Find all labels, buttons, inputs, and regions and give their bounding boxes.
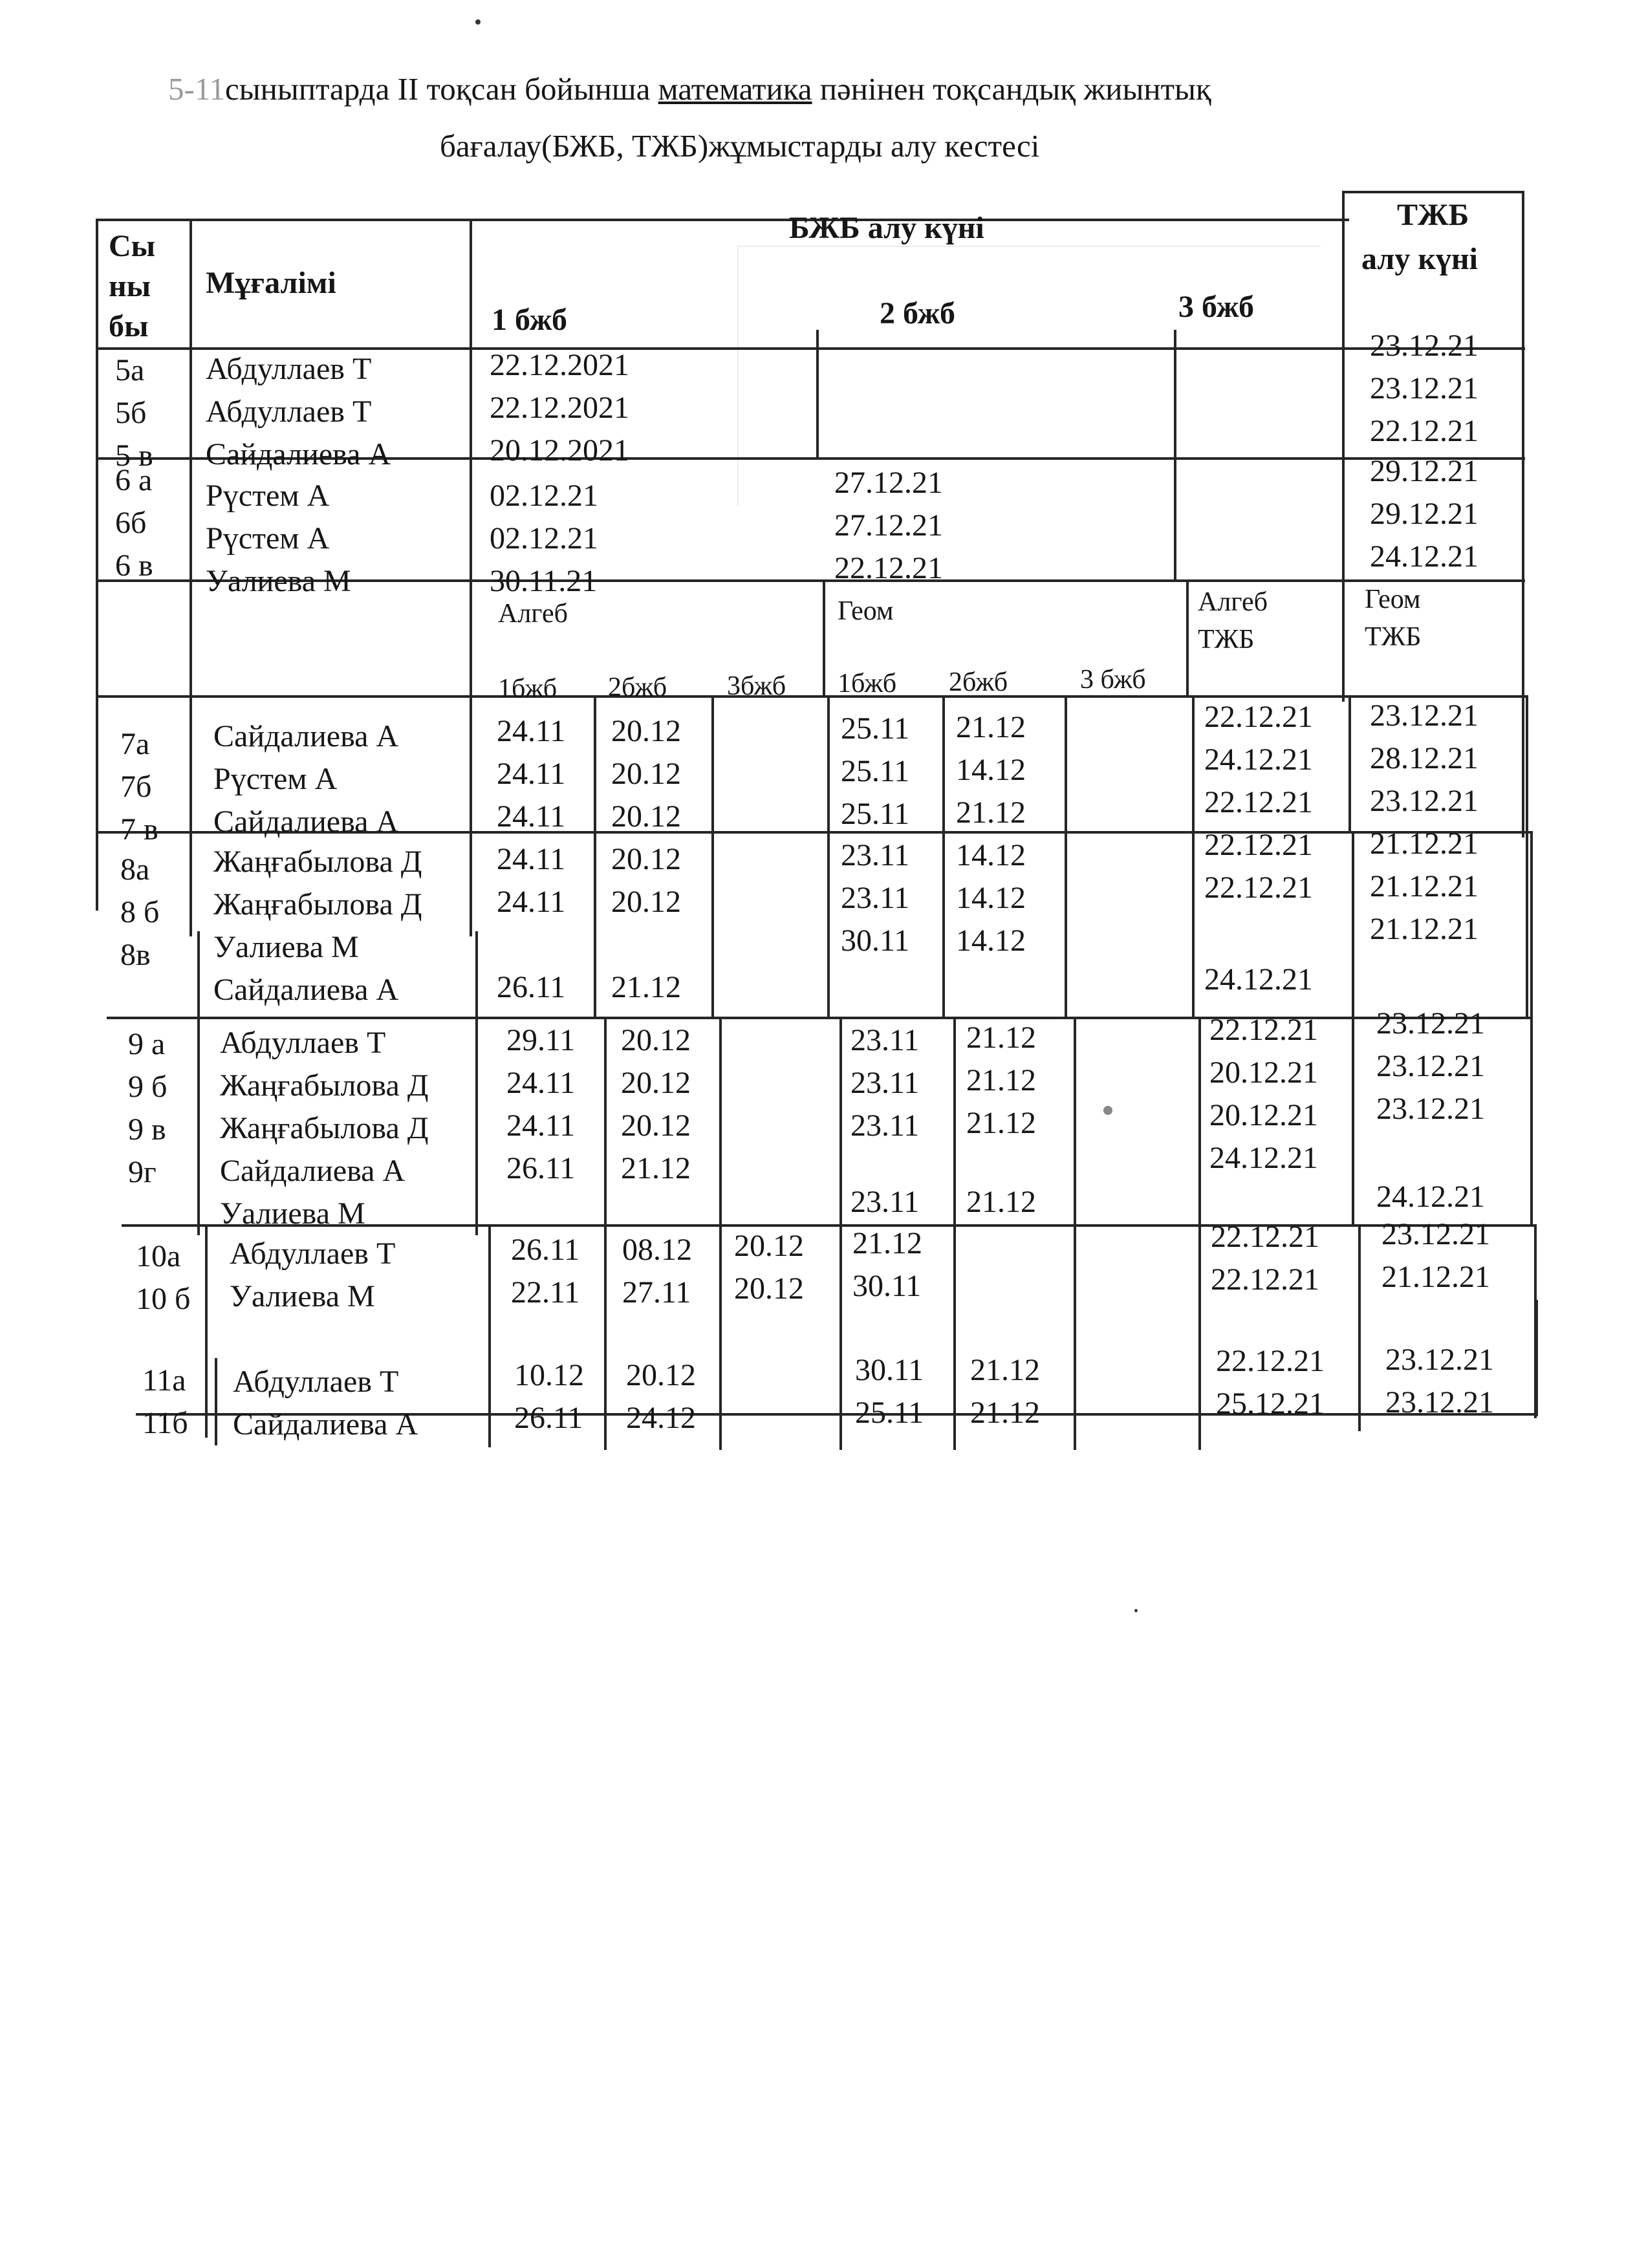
subheader-geom-tjb-1: Геом: [1365, 585, 1421, 614]
class-label: 9 б: [128, 1070, 168, 1104]
col-line: [839, 1017, 842, 1450]
teacher-name: Рүстем А: [206, 479, 330, 513]
title-part2: пәнінен тоқсандық жиынтық: [812, 71, 1211, 107]
class-label: 11а: [142, 1363, 186, 1398]
header-class-2: ны: [109, 269, 151, 303]
teacher-name: Уалиева М: [230, 1279, 375, 1313]
col-line: [953, 1017, 956, 1450]
bjb1-date: 02.12.21: [490, 479, 598, 513]
class-label: 5а: [115, 353, 145, 387]
algeb-bjb1: 24.11: [506, 1066, 576, 1100]
geom-bjb1: 25.11: [841, 711, 910, 746]
bjb1-date: 30.11.21: [490, 564, 598, 598]
class-label: 9 в: [128, 1112, 166, 1147]
header-bjb2: 2 бжб: [880, 296, 955, 330]
teacher-name: Абдуллаев Т: [230, 1237, 396, 1271]
geom-bjb2: 14.12: [956, 881, 1026, 915]
col-line: [816, 330, 819, 459]
algeb-bjb2: 20.12: [611, 757, 681, 791]
title-subject: математика: [658, 71, 812, 107]
col-line: [189, 219, 192, 936]
col-line: [1530, 831, 1533, 1226]
teacher-name: Жаңғабылова Д: [213, 887, 422, 922]
algeb-tjb: 22.12.21: [1211, 1220, 1319, 1254]
geom-bjb1: 23.11: [841, 838, 910, 872]
col-line: [827, 695, 830, 1019]
teacher-name: Сайдалиева А: [213, 805, 399, 839]
algeb-bjb2: 20.12: [621, 1066, 691, 1100]
col-line: [197, 931, 200, 1235]
col-line: [1198, 1017, 1201, 1450]
subheader-algeb-1bjb: 1бжб: [498, 674, 558, 704]
geom-bjb2: 21.12: [956, 710, 1026, 744]
geom-bjb2: 21.12: [970, 1353, 1040, 1387]
col-line: [719, 1017, 722, 1450]
col-line: [1348, 695, 1351, 831]
col-line: [215, 1358, 217, 1445]
geom-tjb: 28.12.21: [1370, 741, 1478, 775]
teacher-name: Сайдалиева А: [220, 1154, 406, 1188]
geom-tjb: 23.12.21: [1376, 1092, 1485, 1126]
bjb2-date: 27.12.21: [834, 508, 943, 543]
col-line: [475, 931, 478, 1235]
algeb-tjb: 22.12.21: [1204, 700, 1313, 734]
algeb-tjb: 22.12.21: [1216, 1344, 1325, 1378]
geom-bjb2: 14.12: [956, 753, 1026, 787]
row-line: [96, 695, 1528, 698]
col-line: [1342, 191, 1345, 702]
col-line: [594, 695, 596, 1019]
algeb-bjb1: 26.11: [506, 1151, 576, 1185]
geom-tjb: 21.12.21: [1381, 1260, 1490, 1294]
bjb2-date: 27.12.21: [834, 466, 943, 500]
algeb-tjb: 20.12.21: [1209, 1098, 1318, 1132]
algeb-tjb: 24.12.21: [1204, 962, 1313, 997]
algeb-tjb: 22.12.21: [1211, 1262, 1319, 1297]
geom-tjb: 23.12.21: [1385, 1343, 1494, 1377]
geom-tjb: 23.12.21: [1370, 784, 1478, 818]
algeb-bjb2: 27.11: [622, 1275, 691, 1310]
title-part1: сыныптарда II тоқсан бойынша: [225, 71, 658, 107]
subheader-algeb-3bjb: 3бжб: [727, 671, 786, 701]
subheader-geom: Геом: [838, 596, 894, 626]
col-line: [1065, 695, 1067, 1019]
bjb1-date: 20.12.2021: [490, 433, 629, 468]
algeb-bjb2: 21.12: [621, 1151, 691, 1185]
algeb-bjb2: 20.12: [611, 842, 681, 876]
tjb-date: 22.12.21: [1370, 414, 1478, 448]
algeb-bjb2: 21.12: [611, 970, 681, 1004]
geom-bjb2: 21.12: [966, 1106, 1036, 1140]
geom-bjb2: 21.12: [970, 1396, 1040, 1430]
title-prefix: 5-11: [168, 71, 225, 107]
algeb-tjb: 22.12.21: [1204, 870, 1313, 905]
geom-bjb2: 14.12: [956, 838, 1026, 872]
teacher-name: Рүстем А: [206, 521, 330, 556]
row-line: [96, 219, 1349, 221]
teacher-name: Жаңғабылова Д: [213, 845, 422, 879]
geom-bjb2: 14.12: [956, 923, 1026, 958]
tjb-date: 23.12.21: [1370, 371, 1478, 405]
col-line: [488, 1224, 491, 1447]
subheader-geom-3bjb: 3 бжб: [1080, 665, 1146, 695]
class-label: 6б: [115, 506, 147, 540]
teacher-name: Абдуллаев Т: [220, 1026, 386, 1060]
subheader-geom-tjb-2: ТЖБ: [1365, 622, 1422, 652]
class-label: 7а: [120, 727, 150, 761]
scan-speck: [1134, 1609, 1138, 1612]
geom-tjb: 23.12.21: [1385, 1385, 1494, 1420]
col-line: [1186, 579, 1189, 696]
geom-bjb2: 21.12: [956, 795, 1026, 830]
algeb-tjb: 24.12.21: [1209, 1141, 1318, 1175]
algeb-bjb2: 20.12: [626, 1358, 696, 1392]
col-line: [1522, 191, 1524, 837]
algeb-bjb1: 26.11: [514, 1401, 583, 1435]
class-label: 8в: [120, 938, 151, 972]
algeb-bjb1: 26.11: [511, 1233, 580, 1267]
subheader-geom-1bjb: 1бжб: [838, 669, 897, 698]
algeb-bjb2: 20.12: [611, 799, 681, 834]
algeb-tjb: 25.12.21: [1216, 1387, 1325, 1421]
algeb-tjb: 22.12.21: [1204, 828, 1313, 862]
teacher-name: Жаңғабылова Д: [220, 1111, 429, 1145]
class-label: 7 в: [120, 812, 158, 847]
bjb1-date: 22.12.2021: [490, 391, 629, 425]
tjb-date: 23.12.21: [1370, 329, 1478, 363]
header-class-1: Сы: [109, 229, 156, 263]
scan-speck: [1103, 1106, 1112, 1115]
algeb-bjb3: 20.12: [734, 1271, 804, 1306]
algeb-bjb1: 24.11: [497, 757, 566, 791]
subheader-algeb-tjb-2: ТЖБ: [1198, 625, 1255, 654]
row-line: [1342, 191, 1524, 193]
bleed-through-lines: [737, 246, 1321, 506]
algeb-bjb1: 10.12: [514, 1358, 584, 1392]
subheader-algeb-tjb-1: Алгеб: [1198, 587, 1268, 617]
geom-bjb1: 23.11: [841, 881, 910, 915]
col-line: [1352, 831, 1354, 1226]
geom-bjb1: 23.11: [850, 1023, 920, 1057]
algeb-bjb1: 24.11: [497, 714, 566, 748]
class-label: 8 б: [120, 895, 160, 929]
algeb-bjb1: 24.11: [506, 1108, 576, 1143]
geom-bjb1: 30.11: [855, 1353, 924, 1387]
class-label: 9 а: [128, 1027, 166, 1061]
geom-tjb: 23.12.21: [1376, 1006, 1485, 1041]
teacher-name: Абдуллаев Т: [233, 1365, 399, 1399]
algeb-bjb2: 24.12: [626, 1401, 696, 1435]
class-label: 6 в: [115, 548, 153, 583]
col-line: [1174, 330, 1176, 582]
teacher-name: Абдуллаев Т: [206, 394, 372, 429]
geom-bjb2: 21.12: [966, 1185, 1036, 1219]
geom-tjb: 23.12.21: [1370, 698, 1478, 733]
teacher-name: Сайдалиева А: [206, 437, 391, 471]
algeb-bjb2: 20.12: [621, 1023, 691, 1057]
tjb-date: 29.12.21: [1370, 454, 1478, 488]
class-label: 8а: [120, 852, 150, 887]
geom-tjb: 21.12.21: [1370, 912, 1478, 946]
teacher-name: Жаңғабылова Д: [220, 1068, 429, 1103]
geom-bjb1: 25.11: [841, 754, 910, 788]
col-line: [1192, 695, 1195, 1019]
bjb1-date: 22.12.2021: [490, 348, 629, 382]
algeb-bjb2: 20.12: [611, 885, 681, 919]
geom-bjb1: 23.11: [850, 1108, 920, 1143]
algeb-bjb2: 20.12: [621, 1108, 691, 1143]
geom-bjb1: 23.11: [850, 1066, 920, 1100]
tjb-date: 29.12.21: [1370, 497, 1478, 531]
geom-bjb2: 21.12: [966, 1063, 1036, 1097]
algeb-bjb1: 24.11: [497, 842, 566, 876]
teacher-name: Сайдалиева А: [233, 1407, 418, 1442]
geom-bjb1: 23.11: [850, 1185, 920, 1219]
geom-tjb: 23.12.21: [1376, 1049, 1485, 1083]
teacher-name: Сайдалиева А: [213, 719, 399, 753]
document-title-line1: [168, 70, 1211, 109]
col-line: [604, 1017, 607, 1450]
col-line: [205, 1224, 208, 1438]
class-label: 10 б: [136, 1282, 191, 1316]
col-line: [1358, 1224, 1361, 1431]
geom-bjb1: 25.11: [841, 797, 910, 831]
col-line: [470, 219, 472, 936]
teacher-name: Уалиева М: [220, 1196, 365, 1231]
geom-bjb2: 21.12: [966, 1021, 1036, 1055]
col-line: [711, 695, 714, 1019]
algeb-tjb: 22.12.21: [1209, 1013, 1318, 1047]
tjb-date: 24.12.21: [1370, 539, 1478, 574]
teacher-name: Уалиева М: [206, 564, 351, 598]
class-label: 7б: [120, 770, 152, 804]
scan-speck: [475, 19, 481, 25]
subheader-algeb-2bjb: 2бжб: [608, 673, 667, 702]
class-label: 11б: [142, 1406, 188, 1440]
class-label: 9г: [128, 1155, 157, 1189]
geom-bjb1: 30.11: [841, 923, 910, 958]
teacher-name: Уалиева М: [213, 930, 359, 964]
teacher-name: Абдуллаев Т: [206, 352, 372, 386]
geom-tjb: 24.12.21: [1376, 1180, 1485, 1214]
header-tjb-2: алу күні: [1361, 242, 1478, 276]
col-line: [1074, 1017, 1076, 1450]
document-title-line2: бағалау(БЖБ, ТЖБ)жұмыстарды алу кестесі: [440, 128, 1040, 164]
algeb-bjb3: 20.12: [734, 1229, 804, 1263]
algeb-tjb: 24.12.21: [1204, 742, 1313, 777]
header-bjb-date: БЖБ алу күні: [789, 211, 984, 245]
teacher-name: Сайдалиева А: [213, 973, 399, 1007]
col-line: [1526, 695, 1528, 1019]
class-label: 10а: [136, 1239, 181, 1273]
algeb-bjb1: 24.11: [497, 885, 566, 919]
geom-tjb: 21.12.21: [1370, 869, 1478, 903]
header-tjb-1: ТЖБ: [1397, 198, 1469, 232]
col-line: [96, 219, 98, 911]
bjb2-date: 22.12.21: [834, 551, 943, 585]
class-label: 6 а: [115, 463, 153, 497]
header-teacher: Мұғалімі: [206, 266, 336, 300]
class-label: 5б: [115, 396, 147, 430]
subheader-algeb: Алгеб: [498, 599, 568, 629]
geom-bjb1: 21.12: [852, 1226, 922, 1260]
bjb1-date: 02.12.21: [490, 521, 598, 556]
geom-tjb: 23.12.21: [1381, 1217, 1490, 1251]
col-line: [1535, 1300, 1538, 1416]
algeb-bjb2: 20.12: [611, 714, 681, 748]
header-class-3: бы: [109, 309, 149, 343]
header-bjb1: 1 бжб: [492, 303, 567, 337]
subheader-geom-2bjb: 2бжб: [949, 667, 1008, 697]
algeb-tjb: 22.12.21: [1204, 785, 1313, 819]
row-line: [107, 1017, 1533, 1019]
class-label: 5 в: [115, 438, 153, 473]
algeb-bjb1: 29.11: [506, 1023, 576, 1057]
algeb-bjb1: 26.11: [497, 970, 566, 1004]
col-line: [823, 579, 825, 696]
geom-bjb1: 30.11: [852, 1269, 922, 1303]
algeb-tjb: 20.12.21: [1209, 1055, 1318, 1090]
algeb-bjb2: 08.12: [622, 1233, 692, 1267]
header-bjb3: 3 бжб: [1178, 290, 1254, 324]
geom-bjb1: 25.11: [855, 1396, 924, 1430]
algeb-bjb1: 24.11: [497, 799, 566, 834]
geom-tjb: 21.12.21: [1370, 826, 1478, 861]
col-line: [942, 695, 945, 1019]
algeb-bjb1: 22.11: [511, 1275, 580, 1310]
teacher-name: Рүстем А: [213, 762, 338, 796]
